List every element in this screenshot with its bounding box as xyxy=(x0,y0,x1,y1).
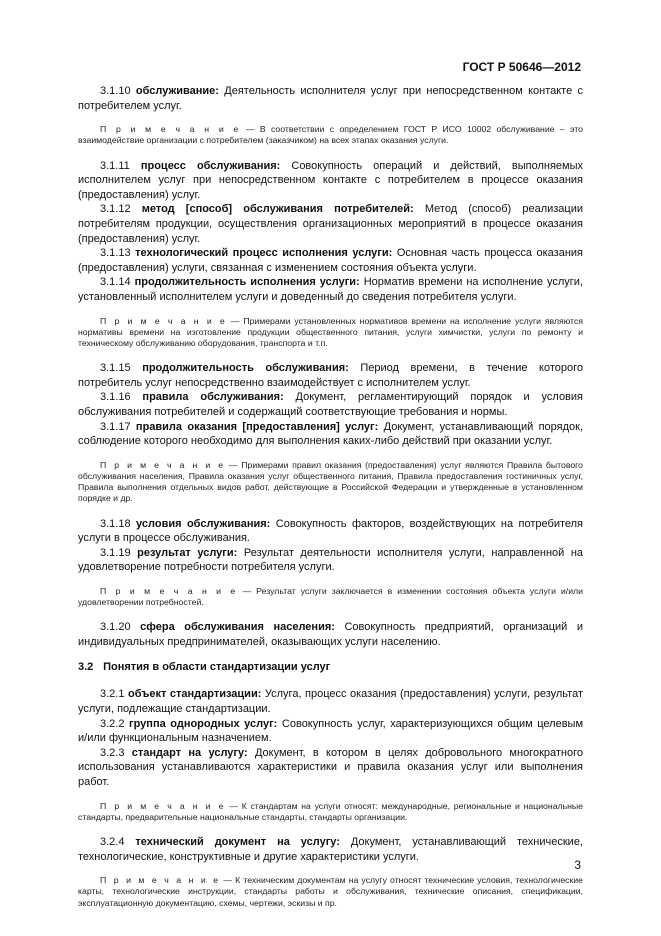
entry-definition: Период времени, в течение которого потребитель услуг непосредственно взаимодействует с исполнителем услуг. xyxy=(78,362,584,389)
entry-number: 3.1.13 xyxy=(100,247,131,260)
entry-definition: Основная часть процесса оказания (предоставления) услуги, связанная с изменением состояния объекта услуги. xyxy=(78,247,583,274)
entry-definition: Норматив времени на исполнение услуги, установленный исполнителем услуги и доведенный до сведения потребителя услуги. xyxy=(78,276,583,303)
note xyxy=(78,875,583,909)
note xyxy=(78,586,583,608)
note-label: П р и м е ч а н и е xyxy=(100,459,226,470)
definition-entry xyxy=(78,517,583,546)
definition-entry xyxy=(78,546,583,575)
entry-term: условия обслуживания: xyxy=(136,517,271,530)
note-text: — К техническим документам на услугу относят технические условия, технологические карты, технологические инструкции, стандарты работы и обслуживания, технические описания, спецификации, эксплуатационную документацию, схемы, чертежи, эскизы и пр. xyxy=(78,875,583,908)
note-text: — Примерами правил оказания (предоставления) услуг являются Правила бытового обслуживания населения, Правила оказания услуг общественного питания, Правила предоставления гостиничных услуг, Правила выполнения отдельных видов работ, действующие в Российской Федерации и утвержденные в установленном порядке и др. xyxy=(78,459,583,504)
note-label: П р и м е ч а н и е xyxy=(100,800,226,811)
section-number: 3.2 xyxy=(78,661,94,674)
definition-entry xyxy=(78,390,583,419)
note-label: П р и м е ч а н и е xyxy=(100,315,227,326)
entry-number: 3.2.2 xyxy=(100,717,125,730)
entry-term: объект стандартизации: xyxy=(127,688,262,701)
entry-number: 3.1.15 xyxy=(100,362,131,375)
definition-entry xyxy=(78,84,583,113)
entry-number: 3.1.19 xyxy=(100,546,131,559)
entry-definition: Документ, регламентирующий порядок и условия обслуживания потребителей и содержащий соответствующие требования и нормы. xyxy=(78,391,584,418)
entry-number: 3.1.10 xyxy=(100,85,131,97)
section-title: Понятия в области стандартизации услуг xyxy=(103,661,331,674)
entry-definition: Совокупность операций и действий, выполняемых исполнителем услуг при непосредственном контакте с потребителем в процессе оказания (предоставления) услуг. xyxy=(78,159,584,201)
note-label: П р и м е ч а н и е xyxy=(100,124,241,135)
entry-term: процесс обслуживания: xyxy=(140,159,281,172)
definition-entry xyxy=(78,835,583,864)
entry-definition: Деятельность исполнителя услуг при непосредственном контакте с потребителем услуг. xyxy=(78,85,583,112)
note xyxy=(78,124,583,146)
note-text: — Результат услуги заключается в изменении состояния объекта услуги и/или удовлетворении потребностей. xyxy=(78,585,583,608)
entry-term: стандарт на услугу: xyxy=(131,746,248,759)
entry-term: продолжительность исполнения услуги: xyxy=(134,276,360,289)
entry-definition: Метод (способ) реализации потребителям продукции, осуществления организационных мероприятий в процессе оказания (предоставления) услуг. xyxy=(78,203,584,245)
definition-entry xyxy=(78,159,583,203)
entry-term: правила оказания [предоставления] услуг: xyxy=(135,420,379,433)
entry-definition: Результат деятельности исполнителя услуги, направленной на удовлетворение потребности потребителя услуги. xyxy=(78,546,584,574)
section-heading xyxy=(78,661,583,673)
entry-definition: Совокупность услуг, характеризующихся общим целевым и/или функциональным назначением. xyxy=(78,717,584,745)
entry-number: 3.1.14 xyxy=(100,276,131,289)
definition-entry xyxy=(78,246,583,275)
note-label: П р и м е ч а н и е xyxy=(100,875,221,886)
entry-definition: Услуга, процесс оказания (предоставления) услуги, результат услуги, подлежащие стандартизации. xyxy=(78,688,583,716)
entry-number: 3.1.12 xyxy=(100,203,131,216)
entry-term: обслуживание: xyxy=(135,85,219,97)
definition-entry xyxy=(78,717,583,746)
entry-number: 3.1.20 xyxy=(100,621,131,634)
definition-entry xyxy=(78,202,583,246)
definition-entry xyxy=(78,420,583,449)
definition-entry xyxy=(78,620,583,649)
entry-term: правила обслуживания: xyxy=(142,391,284,404)
note-text: — К стандартам на услуги относят: международные, региональные и национальные стандарты, предварительные национальные стандарты, стандарты организации. xyxy=(78,800,583,822)
page-number: 3 xyxy=(574,858,581,872)
entry-term: сфера обслуживания населения: xyxy=(140,621,335,634)
entry-number: 3.2.1 xyxy=(100,688,125,701)
document-body xyxy=(78,84,583,921)
definition-entry xyxy=(78,361,583,390)
definition-entry xyxy=(78,687,583,716)
entry-number: 3.2.3 xyxy=(100,746,125,759)
entry-definition: Совокупность предприятий, организаций и индивидуальных предпринимателей, оказывающих услуги населению. xyxy=(78,621,584,648)
entry-definition: Документ, устанавливающий технические, технологические, конструктивные и другие характеристики услуги. xyxy=(78,836,583,863)
definition-entry xyxy=(78,746,583,790)
note-label: П р и м е ч а н и е xyxy=(100,585,238,596)
document-header: ГОСТ Р 50646—2012 xyxy=(462,60,581,74)
entry-number: 3.1.16 xyxy=(100,391,131,404)
entry-number: 3.1.17 xyxy=(100,420,131,433)
entry-number: 3.1.18 xyxy=(100,517,131,530)
entry-definition: Документ, устанавливающий порядок, соблюдение которого необходимо для выполнения каких-либо действий при оказании услуг. xyxy=(78,420,584,448)
note-text: — В соответствии с определением ГОСТ Р ИСО 10002 обслуживание – это взаимодействие организации с потребителем (заказчиком) на всех этапах оказания услуги. xyxy=(78,124,583,146)
entry-term: группа однородных услуг: xyxy=(129,717,278,730)
entry-term: метод [способ] обслуживания потребителей: xyxy=(141,203,414,216)
definition-entry xyxy=(78,275,583,304)
entry-term: технический документ на услугу: xyxy=(135,836,340,849)
entry-number: 3.1.11 xyxy=(100,159,130,172)
note xyxy=(78,801,583,823)
note xyxy=(78,460,583,505)
note-text: — Примерами установленных нормативов времени на исполнение услуги являются нормативы времени на изготовление продукции общественного питания, услуги химчистки, услуги по ремонту и техническому обслуживанию оборудования, транспорта и т.п. xyxy=(78,315,583,348)
entry-number: 3.2.4 xyxy=(100,836,125,849)
entry-definition: Совокупность факторов, воздействующих на потребителя услуги в процессе обслуживания. xyxy=(78,517,584,545)
entry-term: технологический процесс исполнения услуги: xyxy=(135,247,393,260)
entry-term: результат услуги: xyxy=(137,546,238,559)
entry-definition: Документ, в котором в целях добровольного многократного использования устанавливаются характеристики и правила оказания услуг или выполнения работ. xyxy=(78,746,583,789)
note xyxy=(78,316,583,350)
entry-term: продолжительность обслуживания: xyxy=(142,362,349,375)
